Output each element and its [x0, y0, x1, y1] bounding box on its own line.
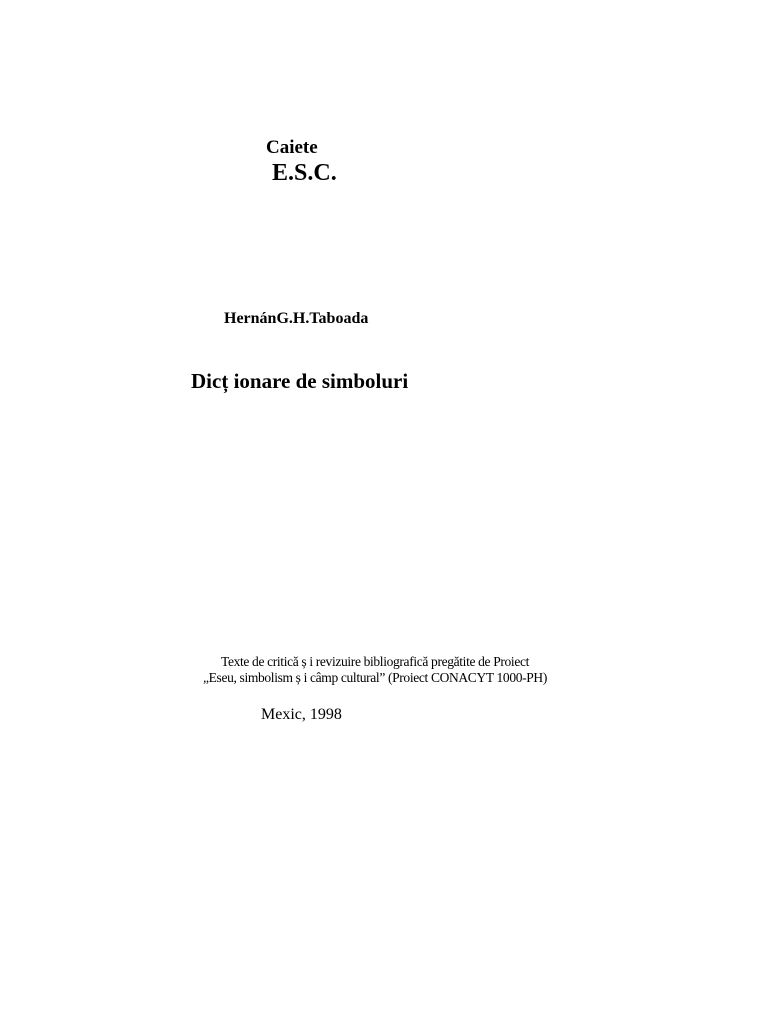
series-label: Caiete: [266, 137, 318, 158]
author-name: HernánG.H.Taboada: [224, 310, 369, 327]
series-name: E.S.C.: [272, 160, 337, 186]
description-line-1: Texte de critică ș i revizuire bibliografică pregătite de Proiect: [220, 654, 530, 669]
book-title: Dicț ionare de simboluri: [191, 369, 409, 393]
description-line-2: „Eseu, simbolism ș i câmp cultural” (Proiect CONACYT 1000-PH): [203, 670, 547, 685]
place-and-date: Mexic, 1998: [261, 706, 342, 723]
